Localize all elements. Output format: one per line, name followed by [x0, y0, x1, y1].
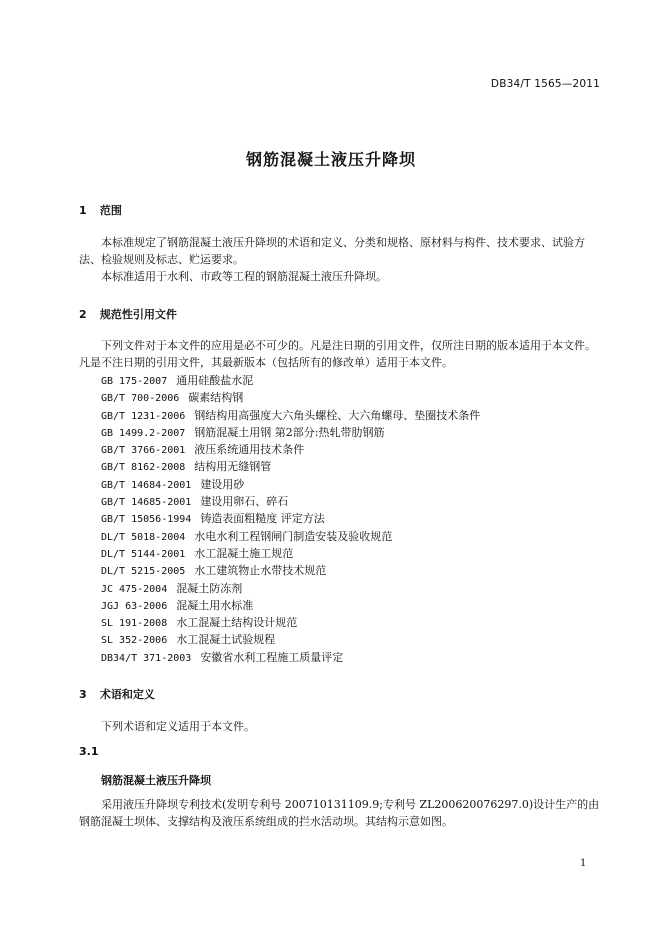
scope-body [79, 234, 601, 285]
reference-item [101, 597, 480, 614]
standard-code: DB34/T 1565—2011 [490, 78, 600, 90]
reference-title: 建设用砂 [200, 477, 245, 491]
reference-item [101, 458, 480, 475]
paragraph: 本标准规定了钢筋混凝土液压升降坝的术语和定义、分类和规格、原材料与构件、技术要求、试验方法、检验规则及标志、贮运要求。 [79, 236, 585, 266]
reference-item [101, 528, 480, 545]
section-title: 范围 [99, 204, 122, 217]
reference-code: DL/T 5215-2005 [101, 566, 186, 578]
reference-code: GB/T 700-2006 [101, 393, 180, 405]
reference-title: 钢筋混凝土用钢 第2部分:热轧带肋钢筋 [194, 425, 385, 439]
reference-code: JGJ 63-2006 [101, 600, 168, 612]
section-title: 术语和定义 [99, 688, 155, 701]
reference-item [101, 580, 480, 597]
reference-code: GB 1499.2-2007 [101, 427, 186, 439]
paragraph: 下列文件对于本文件的应用是必不可少的。凡是注日期的引用文件，仅所注日期的版本适用于本文件。凡是不注日期的引用文件，其最新版本（包括所有的修改单）适用于本文件。 [79, 339, 596, 369]
reference-item [101, 545, 480, 562]
reference-title: 水工建筑物止水带技术规范 [194, 564, 327, 578]
reference-item [101, 510, 480, 527]
reference-title: 混凝土用水标准 [176, 598, 254, 612]
reference-title: 液压系统通用技术条件 [194, 443, 305, 457]
reference-item [101, 649, 480, 666]
reference-code: GB/T 3766-2001 [101, 445, 186, 457]
reference-item [101, 441, 480, 458]
paragraph: 下列术语和定义适用于本文件。 [101, 720, 255, 733]
reference-title: 建设用卵石、碎石 [200, 495, 289, 509]
paragraph: 采用液压升降坝专利技术(发明专利号 200710131109.9;专利号 ZL200620076297.0)设计生产的由钢筋混凝土坝体、支撑结构及液压系统组成的拦水活动坝。其结构示意如图。 [79, 798, 600, 828]
reference-title: 钢结构用高强度大六角头螺栓、大六角螺母、垫圈技术条件 [194, 408, 481, 422]
reference-item [101, 562, 480, 579]
document-title: 钢筋混凝土液压升降坝 [245, 150, 416, 169]
reference-code: GB/T 14685-2001 [101, 497, 192, 509]
reference-code: SL 191-2008 [101, 618, 168, 630]
reference-title: 混凝土防冻剂 [176, 581, 243, 595]
reference-code: GB/T 1231-2006 [101, 410, 186, 422]
reference-code: JC 475-2004 [101, 583, 168, 595]
terms-intro [79, 718, 601, 735]
section-number: 3 [79, 688, 87, 701]
reference-code: GB/T 14684-2001 [101, 479, 192, 491]
section-number: 1 [79, 204, 87, 217]
reference-title: 水工混凝土试验规程 [176, 633, 276, 647]
subsection-number: 3.1 [79, 745, 99, 758]
reference-title: 通用硅酸盐水泥 [176, 374, 254, 387]
reference-code: SL 352-2006 [101, 635, 168, 647]
reference-code: GB 175-2007 [101, 376, 168, 387]
reference-title: 水工混凝土结构设计规范 [176, 616, 298, 630]
reference-title: 铸造表面粗糙度 评定方法 [200, 512, 325, 526]
reference-title: 水工混凝土施工规范 [194, 546, 294, 560]
reference-code: DL/T 5018-2004 [101, 531, 186, 543]
reference-item [101, 372, 480, 389]
reference-item [101, 407, 480, 424]
section-title: 规范性引用文件 [99, 308, 177, 321]
reference-code: GB/T 8162-2008 [101, 462, 186, 474]
reference-item [101, 389, 480, 406]
reference-title: 碳素结构钢 [188, 391, 244, 405]
term-name: 钢筋混凝土液压升降坝 [101, 774, 211, 787]
reference-code: DB34/T 371-2003 [101, 652, 192, 664]
reference-title: 结构用无缝钢管 [194, 460, 272, 474]
references-intro [79, 337, 601, 371]
section-number: 2 [79, 308, 87, 321]
reference-code: GB/T 15056-1994 [101, 514, 192, 526]
section-heading-references [79, 306, 177, 322]
reference-list [101, 372, 480, 666]
reference-item [101, 631, 480, 648]
reference-item [101, 614, 480, 631]
reference-title: 水电水利工程钢闸门制造安装及验收规范 [194, 529, 393, 543]
section-heading-scope [79, 202, 122, 218]
term-definition [79, 796, 601, 830]
reference-item [101, 424, 480, 441]
reference-item [101, 493, 480, 510]
paragraph: 本标准适用于水利、市政等工程的钢筋混凝土液压升降坝。 [101, 270, 387, 283]
reference-item [101, 476, 480, 493]
section-heading-terms [79, 686, 155, 702]
reference-title: 安徽省水利工程施工质量评定 [200, 650, 344, 664]
reference-code: DL/T 5144-2001 [101, 548, 186, 560]
page-number: 1 [580, 858, 587, 869]
